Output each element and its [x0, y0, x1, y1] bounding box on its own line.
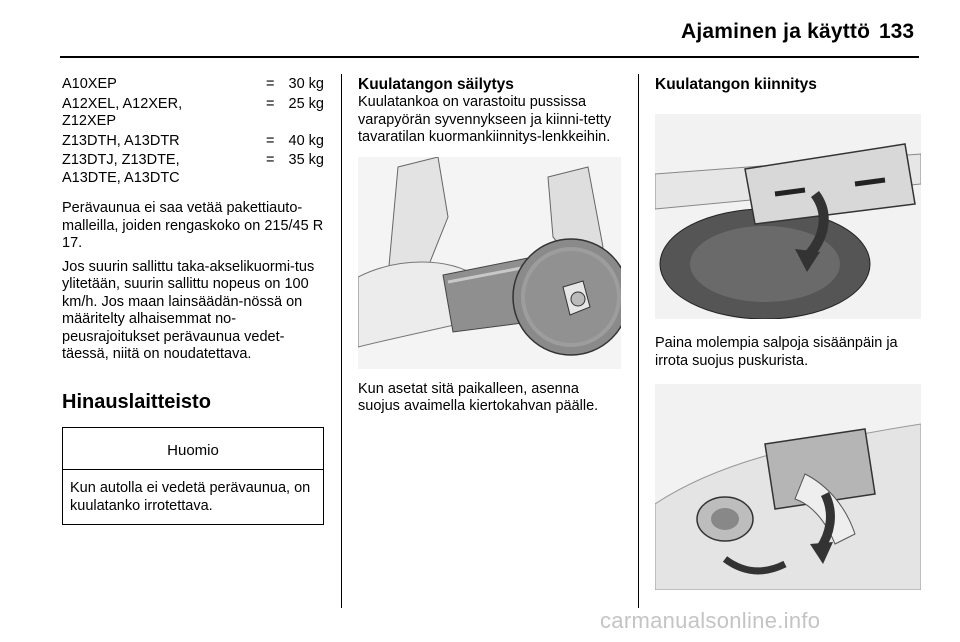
weight-model: A12XEL, A12XER, Z12XEP — [62, 95, 183, 129]
weight-row — [62, 152, 324, 187]
weight-model: A10XEP — [62, 76, 117, 92]
column-3 — [655, 76, 925, 590]
subsection-heading: Kuulatangon säilytys — [358, 76, 514, 93]
section-heading: Hinauslaitteisto — [62, 390, 211, 413]
body-paragraph: Jos suurin sallittu taka-akselikuormi-tus ylitetään, suurin sallittu nopeus on 100 km/h. Jos maan lainsäädän-nössä on määritelty alhaisemmat no-peusrajoitukset perävaunua vedet-täessä, niitä on noudatettava. — [62, 258, 315, 362]
notice-text: Kun autolla ei vedetä perävaunua, on kuulatanko irrotettava. — [70, 480, 311, 514]
weight-equals: = — [266, 95, 275, 112]
column-2 — [358, 76, 623, 422]
subsection-heading: Kuulatangon kiinnitys — [655, 76, 817, 93]
weight-model: Z13DTH, A13DTR — [62, 132, 180, 149]
weight-row — [62, 76, 324, 94]
weight-value: 25 kg — [288, 95, 324, 112]
page-number: 133 — [879, 20, 915, 43]
weight-row — [62, 96, 324, 131]
weight-equals: = — [266, 76, 275, 92]
tow-bar-cover-illustration — [358, 157, 621, 369]
watermark: carmanualsonline.info — [600, 608, 821, 633]
column-divider-1 — [341, 74, 342, 608]
header-rule — [60, 56, 919, 58]
bumper-cover-illustration — [655, 114, 921, 319]
body-paragraph: Perävaunua ei saa vetää pakettiauto-malleilla, joiden rengaskoko on 215/45 R 17. — [62, 200, 324, 251]
weight-value: 30 kg — [288, 76, 324, 92]
weight-equals: = — [266, 132, 275, 149]
running-title: Ajaminen ja käyttö — [681, 20, 871, 43]
weight-equals: = — [266, 152, 275, 168]
body-paragraph: Kuulatankoa on varastoitu pussissa varapyörän syvennykseen ja kiinni-tetty tavaratilan kuormankiinnitys-lenkkeihin. — [358, 94, 612, 145]
column-divider-2 — [638, 74, 639, 608]
weight-value: 40 kg — [288, 132, 324, 149]
weight-model: Z13DTJ, Z13DTE, A13DTE, A13DTC — [62, 152, 180, 186]
notice-title: Huomio — [63, 428, 323, 471]
body-paragraph: Kun asetat sitä paikalleen, asenna suojus avaimella kiertokahvan päälle. — [358, 380, 599, 414]
weight-value: 35 kg — [288, 152, 324, 168]
ball-bar-removal-illustration — [655, 384, 921, 590]
page-header — [0, 0, 960, 60]
column-1 — [62, 76, 324, 525]
notice-box — [62, 427, 324, 526]
weight-table — [62, 76, 324, 187]
weight-row — [62, 133, 324, 151]
body-paragraph: Paina molempia salpoja sisäänpäin ja irrota suojus puskurista. — [655, 335, 898, 369]
